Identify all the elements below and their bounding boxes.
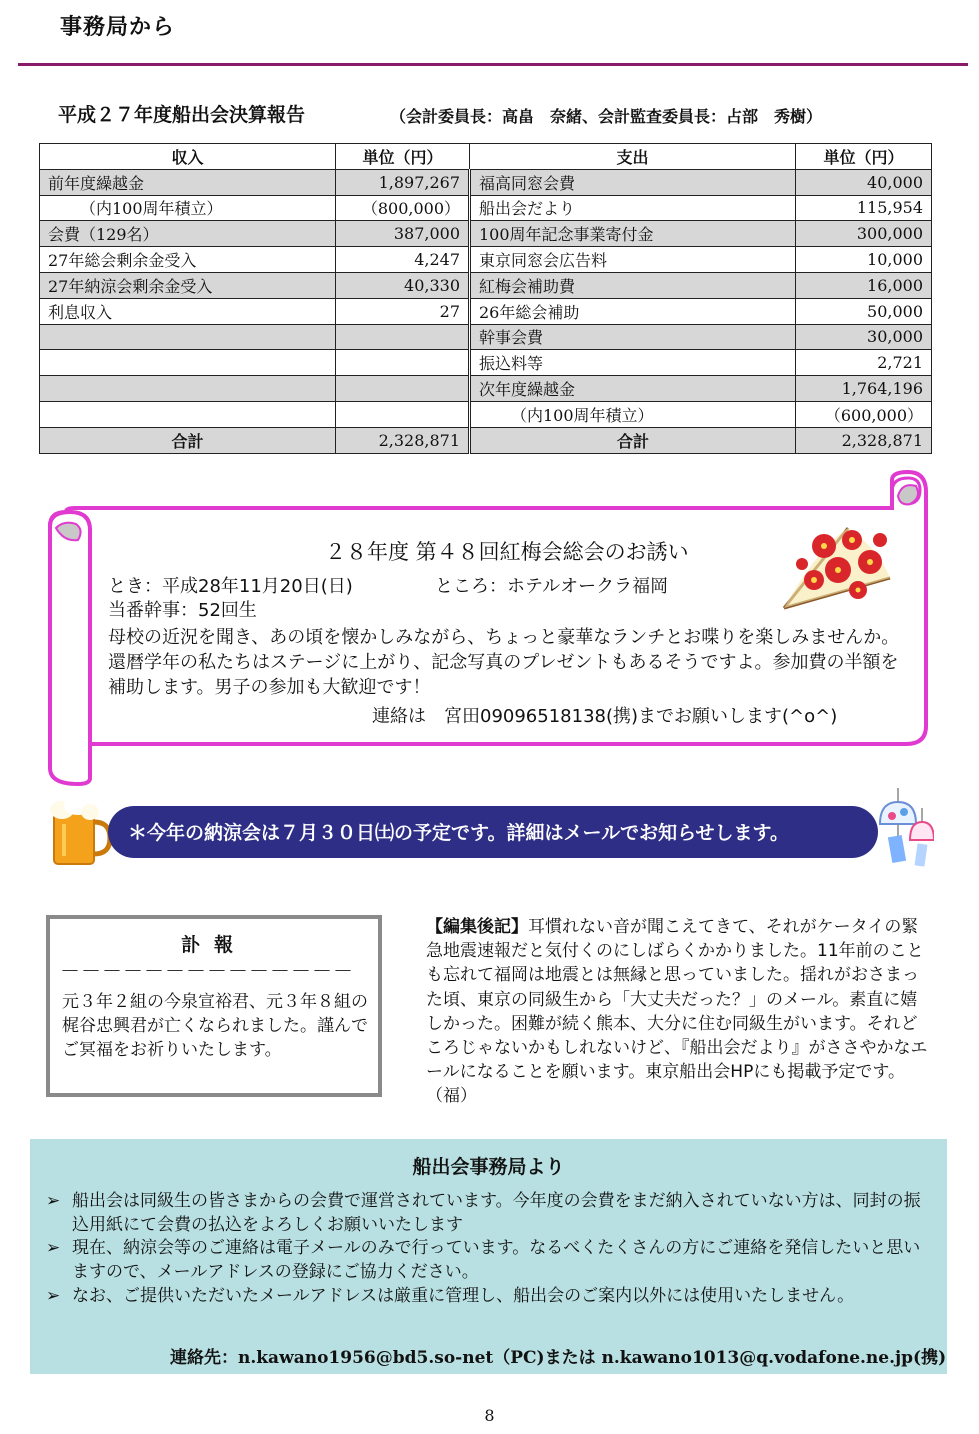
table-row bbox=[40, 350, 932, 376]
expense-amount: 10,000 bbox=[796, 247, 932, 273]
income-amount: 27 bbox=[336, 298, 470, 324]
expense-amount: 300,000 bbox=[796, 221, 932, 247]
obituary-body: 元３年２組の今泉宣裕君、元３年８組の梶谷忠興君が亡くなられました。謹んでご冥福をお祈りいたします。 bbox=[62, 992, 368, 1060]
income-total-label: 合計 bbox=[40, 427, 336, 453]
expense-item: 100周年記念事業寄付金 bbox=[470, 221, 796, 247]
office-item-text: なお、ご提供いただいたメールアドレスは厳重に管理し、船出会のご案内以外には使用いたしません。 bbox=[72, 1286, 855, 1306]
expense-total-label: 合計 bbox=[470, 427, 796, 453]
expense-amount: 1,764,196 bbox=[796, 376, 932, 402]
expense-amount: 16,000 bbox=[796, 272, 932, 298]
expense-total-amount: 2,328,871 bbox=[796, 427, 932, 453]
plum-blossom-icon bbox=[778, 518, 898, 614]
expense-amount: 50,000 bbox=[796, 298, 932, 324]
postscript-body: 耳慣れない音が聞こえてきて、それがケータイの緊急地震速報だと気付くのにしばらくかかりました。11年前のことも忘れて福岡は地震とは無縁と思っていました。揺れがおさまった頃、東京の同級生から「大丈夫だった？」のメール。素直に嬉しかった。困難が続く熊本、大分に住む同級生がいます。それどころじゃないかもしれないけど、『船出会だより』がささやかなエールになることを願います。東京船出会HPにも掲載予定です。（福） bbox=[426, 917, 928, 1107]
income-item: 会費（129名） bbox=[40, 221, 336, 247]
income-item: 前年度繰越金 bbox=[40, 169, 336, 195]
income-total-amount: 2,328,871 bbox=[336, 427, 470, 453]
expense-header: 支出 bbox=[470, 144, 796, 170]
table-header-row bbox=[40, 144, 932, 170]
office-list-item bbox=[46, 1284, 926, 1308]
office-contact: 連絡先：n.kawano1956@bd5.so-net（PC)または n.kawano1013@q.vodafone.ne.jp(携) bbox=[170, 1348, 947, 1368]
expense-item: 幹事会費 bbox=[470, 324, 796, 350]
expense-item: 26年総会補助 bbox=[470, 298, 796, 324]
income-amount bbox=[336, 401, 470, 427]
expense-item: 船出会だより bbox=[470, 195, 796, 221]
income-amount bbox=[336, 324, 470, 350]
expense-amount: 115,954 bbox=[796, 195, 932, 221]
office-list-item bbox=[46, 1189, 926, 1237]
table-row bbox=[40, 195, 932, 221]
report-title: 平成２７年度船出会決算報告 bbox=[58, 104, 306, 126]
table-row bbox=[40, 247, 932, 273]
obituary-divider: －－－－－－－－－－－－－－ bbox=[60, 959, 354, 983]
arrow-bullet-icon: ➢ bbox=[46, 1238, 61, 1258]
income-header: 収入 bbox=[40, 144, 336, 170]
office-item-text: 船出会は同級生の皆さまからの会費で運営されています。今年度の会費をまだ納入されていない方は、同封の振込用紙にて会費の払込をよろしくお願いいたします bbox=[72, 1191, 921, 1235]
header-rule bbox=[18, 63, 968, 66]
expense-amount: （600,000） bbox=[796, 401, 932, 427]
notice-text: ＊今年の納涼会は７月３０日㈯の予定です。詳細はメールでお知らせします。 bbox=[128, 822, 790, 844]
table-row bbox=[40, 221, 932, 247]
postscript-label: 【編集後記】 bbox=[426, 917, 528, 937]
event-host: 当番幹事：52回生 bbox=[108, 600, 257, 621]
income-item bbox=[40, 350, 336, 376]
table-row bbox=[40, 324, 932, 350]
income-amount: 1,897,267 bbox=[336, 169, 470, 195]
income-item bbox=[40, 401, 336, 427]
editor-postscript bbox=[426, 915, 931, 1109]
income-item: 27年総会剰余金受入 bbox=[40, 247, 336, 273]
section-title: 事務局から bbox=[60, 15, 176, 40]
office-item-text: 現在、納涼会等のご連絡は電子メールのみで行っています。なるべくたくさんの方にご連絡を発信したいと思いますので、メールアドレスの登録にご協力ください。 bbox=[72, 1238, 921, 1282]
table-row bbox=[40, 376, 932, 402]
arrow-bullet-icon: ➢ bbox=[46, 1191, 61, 1211]
beer-mug-icon bbox=[40, 796, 116, 868]
income-item: 27年納涼会剰余金受入 bbox=[40, 272, 336, 298]
financial-table bbox=[39, 143, 932, 454]
table-row bbox=[40, 169, 932, 195]
expense-item: 振込料等 bbox=[470, 350, 796, 376]
expense-item: 紅梅会補助費 bbox=[470, 272, 796, 298]
report-subtitle: （会計委員長：高畠 奈緒、会計監査委員長：占部 秀樹） bbox=[390, 107, 823, 126]
obituary-title: 訃報 bbox=[180, 934, 247, 956]
office-title: 船出会事務局より bbox=[412, 1156, 565, 1178]
table-total-row bbox=[40, 427, 932, 453]
table-row bbox=[40, 401, 932, 427]
table-row bbox=[40, 298, 932, 324]
expense-amount: 30,000 bbox=[796, 324, 932, 350]
income-amount: 40,330 bbox=[336, 272, 470, 298]
event-contact: 連絡は 宮田09096518138(携)までお願いします(^o^) bbox=[372, 706, 838, 727]
expense-item: 次年度繰越金 bbox=[470, 376, 796, 402]
income-item bbox=[40, 376, 336, 402]
income-item bbox=[40, 324, 336, 350]
page-number: 8 bbox=[484, 1406, 495, 1425]
table-row bbox=[40, 272, 932, 298]
income-amount: （800,000） bbox=[336, 195, 470, 221]
event-title: ２８年度 第４８回紅梅会総会のお誘い bbox=[325, 540, 689, 564]
expense-item: 東京同窓会広告料 bbox=[470, 247, 796, 273]
income-amount bbox=[336, 350, 470, 376]
expense-item: 福高同窓会費 bbox=[470, 169, 796, 195]
arrow-bullet-icon: ➢ bbox=[46, 1286, 61, 1306]
income-item: （内100周年積立） bbox=[40, 195, 336, 221]
income-amount: 4,247 bbox=[336, 247, 470, 273]
income-amount: 387,000 bbox=[336, 221, 470, 247]
income-unit-header: 単位（円） bbox=[336, 144, 470, 170]
expense-item: （内100周年積立） bbox=[470, 401, 796, 427]
expense-amount: 40,000 bbox=[796, 169, 932, 195]
expense-unit-header: 単位（円） bbox=[796, 144, 932, 170]
event-venue: ところ：ホテルオークラ福岡 bbox=[435, 576, 669, 597]
income-item: 利息収入 bbox=[40, 298, 336, 324]
expense-amount: 2,721 bbox=[796, 350, 932, 376]
income-amount bbox=[336, 376, 470, 402]
wind-chime-icon bbox=[870, 788, 934, 876]
event-date: とき：平成28年11月20日(日) bbox=[108, 576, 353, 597]
event-description: 母校の近況を聞き、あの頃を懐かしみながら、ちょっと豪華なランチとお喋りを楽しみませんか。還暦学年の私たちはステージに上がり、記念写真のプレゼントもあるそうですよ。参加費の半額を補助します。男子の参加も大歓迎です！ bbox=[108, 627, 900, 698]
office-list-item bbox=[46, 1236, 926, 1284]
